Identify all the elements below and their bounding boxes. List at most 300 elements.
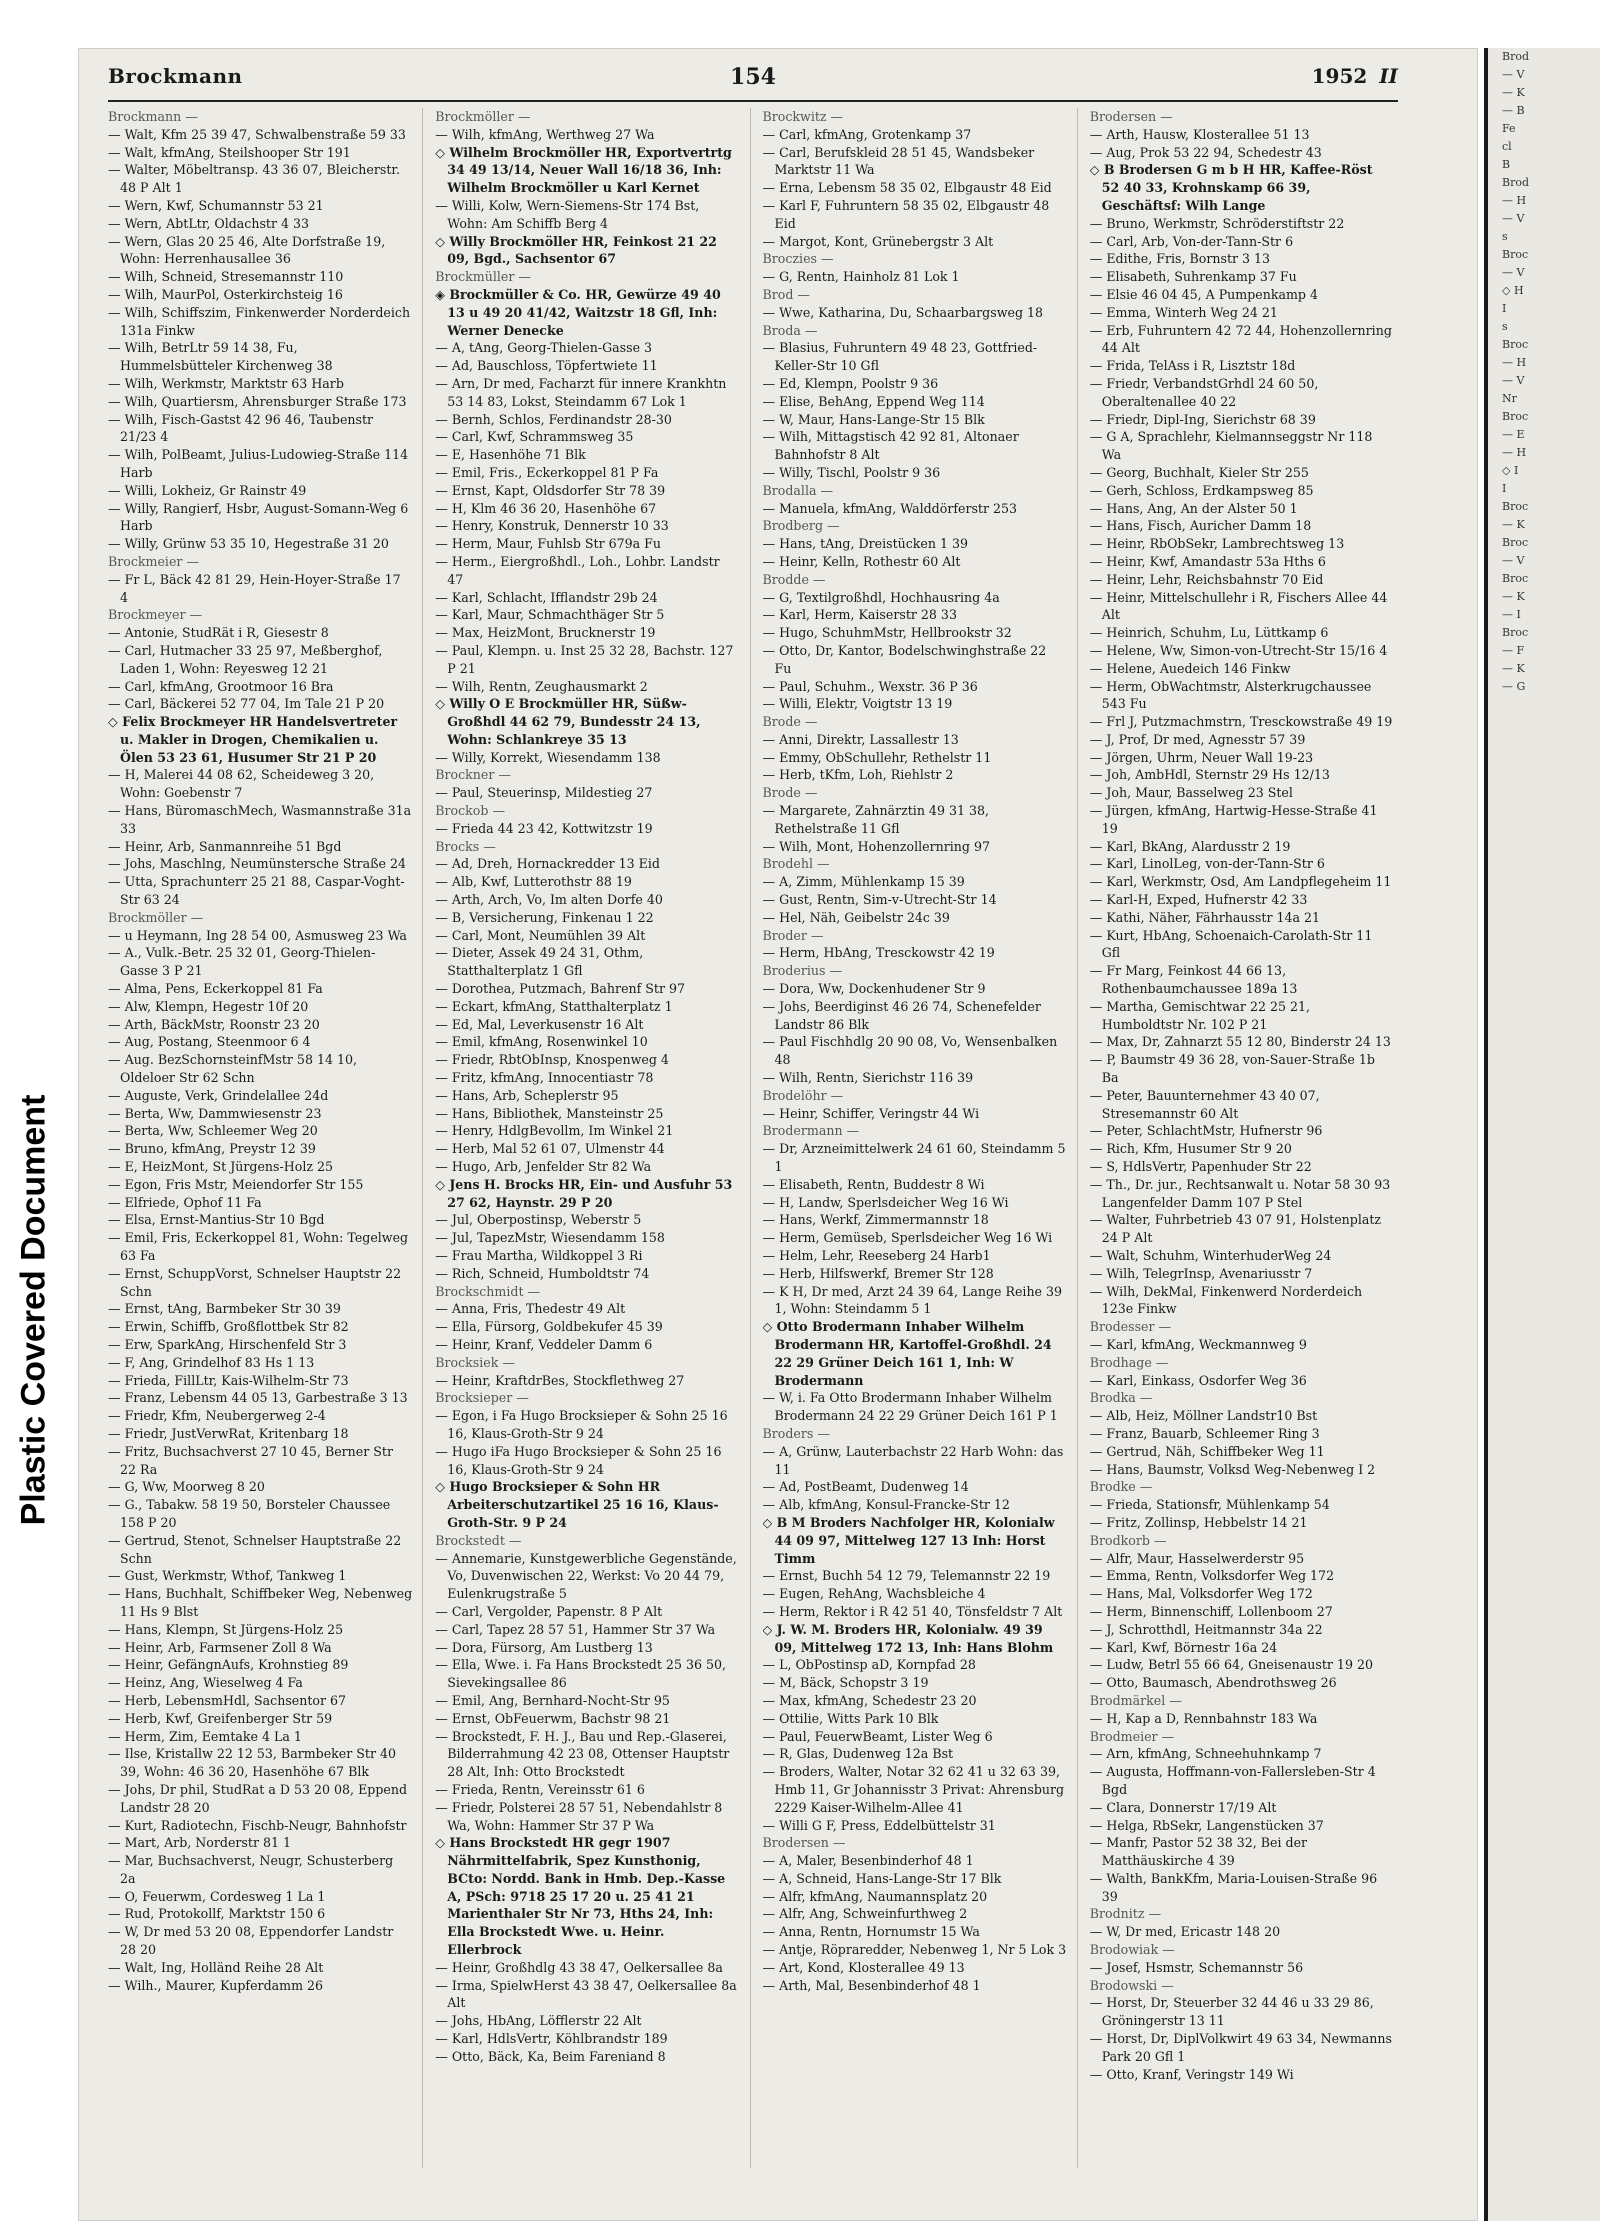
surname-heading: Brodelöhr —: [762, 1087, 844, 1103]
surname-heading: Brodberg —: [762, 518, 840, 534]
directory-entry: — Carl, kfmAng, Grotenkamp 37: [762, 126, 972, 142]
directory-entry: — Karl, Einkass, Osdorfer Weg 36: [1089, 1372, 1307, 1388]
directory-entry: — Ella, Fürsorg, Goldbekufer 45 39: [435, 1319, 663, 1335]
directory-entry: — Blasius, Fuhruntern 49 48 23, Gottfried-Keller-Str 10 Gfl: [762, 340, 1038, 374]
directory-entry: — Emil, kfmAng, Rosenwinkel 10: [435, 1034, 648, 1050]
directory-entry: — Herm, Rektor i R 42 51 40, Tönsfeldstr 7 Alt: [762, 1603, 1063, 1619]
directory-entry: — Walth, BankKfm, Maria-Louisen-Straße 96 39: [1089, 1870, 1378, 1904]
header-name-range: Brockmann: [108, 64, 243, 88]
directory-entry: — Jürgen, kfmAng, Hartwig-Hesse-Straße 41 19: [1089, 803, 1378, 836]
surname-heading: Brod —: [762, 286, 811, 302]
directory-entry: — Otto, Dr, Kantor, Bodelschwinghstraße 22 Fu: [762, 642, 1047, 676]
adjacent-page-fragment: Broc: [1502, 410, 1529, 423]
column-2: [435, 108, 750, 2168]
directory-entry: — Wilh, Quartiersm, Ahrensburger Straße 173: [108, 393, 407, 409]
directory-entry: — Karl, Werkmstr, Osd, Am Landpflegeheim 11: [1089, 874, 1392, 890]
directory-entry: — Augusta, Hoffmann-von-Fallersleben-Str 4 Bgd: [1089, 1764, 1376, 1797]
adjacent-page-fragment: — E: [1502, 428, 1525, 441]
surname-heading: Brockschmidt —: [435, 1283, 541, 1299]
directory-entry: — Berta, Ww, Dammwiesenstr 23: [108, 1105, 322, 1121]
directory-entry: — Willi, Kolw, Wern-Siemens-Str 174 Bst, Wohn: Am Schiffb Berg 4: [435, 197, 700, 231]
directory-entry: — Ed, Mal, Leverkusenstr 16 Alt: [435, 1016, 644, 1032]
directory-entry: — Margot, Kont, Grünebergstr 3 Alt: [762, 233, 994, 249]
directory-entry: — Dorothea, Putzmach, Bahrenf Str 97: [435, 981, 686, 997]
directory-entry: — Ad, Dreh, Hornackredder 13 Eid: [435, 856, 660, 872]
directory-entry: — Karl, Maur, Schmachthäger Str 5: [435, 607, 665, 623]
surname-heading: Brodowski —: [1089, 1977, 1174, 1993]
directory-entry: — Aug, Postang, Steenmoor 6 4: [108, 1034, 311, 1050]
directory-entry: — Fritz, Zollinsp, Hebbelstr 14 21: [1089, 1514, 1308, 1530]
directory-entry: — Herb, Mal 52 61 07, Ulmenstr 44: [435, 1141, 665, 1157]
directory-entry: — Dr, Arzneimittelwerk 24 61 60, Steindamm 5 1: [762, 1141, 1066, 1175]
directory-entry: — Ernst, Kapt, Oldsdorfer Str 78 39: [435, 482, 666, 498]
directory-entry: — Alfr, kfmAng, Naumannsplatz 20: [762, 1888, 988, 1904]
directory-entry: — Wern, AbtLtr, Oldachstr 4 33: [108, 215, 310, 231]
adjacent-page-fragment: cl: [1502, 140, 1512, 153]
directory-entry: — Ottilie, Witts Park 10 Blk: [762, 1710, 939, 1726]
directory-entry: — Peter, SchlachtMstr, Hufnerstr 96: [1089, 1123, 1323, 1139]
directory-entry: ◇ B Brodersen G m b H HR, Kaffee-Röst 52 40 33, Krohnskamp 66 39, Geschäftsf: Wilh Lange: [1089, 162, 1373, 213]
directory-entry: — Emmy, ObSchullehr, Rethelstr 11: [762, 749, 992, 765]
directory-entry: — Gust, Rentn, Sim-v-Utrecht-Str 14: [762, 892, 997, 908]
directory-entry: — Paul, FeuerwBeamt, Lister Weg 6: [762, 1728, 993, 1744]
column-1: [108, 108, 423, 2168]
directory-entry: — A, Maler, Besenbinderhof 48 1: [762, 1853, 974, 1869]
directory-entry: ◈ Brockmüller & Co. HR, Gewürze 49 40 13 u 49 20 41/42, Waitzstr 18 Gfl, Inh: Werner Denecke: [435, 286, 721, 338]
directory-entry: — Alma, Pens, Eckerkoppel 81 Fa: [108, 981, 323, 997]
surname-heading: Brockmöller —: [435, 109, 531, 124]
directory-entry: — Johs, HbAng, Löfflerstr 22 Alt: [435, 2013, 642, 2029]
directory-entry: ◇ Hugo Brocksieper & Sohn HR Arbeiterschutzartikel 25 16 16, Klaus-Groth-Str. 9 P 24: [435, 1479, 719, 1530]
directory-entry: — Herm., Eiergroßhdl., Loh., Lohbr. Landstr 47: [435, 553, 720, 587]
directory-entry: — Rich, Schneid, Humboldtstr 74: [435, 1265, 650, 1281]
directory-entry: — Helene, Auedeich 146 Finkw: [1089, 660, 1291, 676]
directory-entry: — Hans, Ang, An der Alster 50 1: [1089, 500, 1298, 516]
directory-entry: — Paul, Steuerinsp, Mildestieg 27: [435, 785, 653, 801]
directory-entry: — Hans, tAng, Dreistücken 1 39: [762, 536, 969, 552]
directory-entry: — Utta, Sprachunterr 25 21 88, Caspar-Voght-Str 63 24: [108, 874, 405, 908]
directory-entry: — Wilh, PolBeamt, Julius-Ludowieg-Straße 114 Harb: [108, 447, 409, 480]
directory-entry: — Fr L, Bäck 42 81 29, Hein-Hoyer-Straße 17 4: [108, 571, 401, 605]
directory-entry: — Franz, Lebensm 44 05 13, Garbestraße 3 13: [108, 1390, 408, 1406]
surname-heading: Brodalla —: [762, 482, 834, 498]
directory-entry: — K H, Dr med, Arzt 24 39 64, Lange Reihe 39 1, Wohn: Steindamm 5 1: [762, 1283, 1063, 1317]
surname-heading: Brockstedt —: [435, 1532, 522, 1548]
surname-heading: Brockmüller —: [435, 269, 531, 285]
directory-entry: — Bruno, Werkmstr, Schröderstiftstr 22: [1089, 215, 1345, 231]
directory-entry: — Heinr, KraftdrBes, Stockflethweg 27: [435, 1372, 685, 1388]
directory-entry: — Horst, Dr, DiplVolkwirt 49 63 34, Newmanns Park 20 Gfl 1: [1089, 2031, 1392, 2064]
directory-entry: — Frieda, FillLtr, Kais-Wilhelm-Str 73: [108, 1372, 349, 1388]
directory-entry: — u Heymann, Ing 28 54 00, Asmusweg 23 Wa: [108, 927, 407, 943]
directory-entry: — Rich, Kfm, Husumer Str 9 20: [1089, 1141, 1292, 1157]
directory-entry: — Hans, Arb, Scheplerstr 95: [435, 1087, 619, 1103]
directory-entry: — Willi, Lokheiz, Gr Rainstr 49: [108, 482, 307, 498]
directory-entry: — Eugen, RehAng, Wachsbleiche 4: [762, 1586, 986, 1602]
directory-entry: — Clara, Donnerstr 17/19 Alt: [1089, 1799, 1277, 1815]
directory-entry: — Jul, TapezMstr, Wiesendamm 158: [435, 1230, 665, 1246]
directory-entry: — Ernst, SchuppVorst, Schnelser Hauptstr 22 Schn: [108, 1265, 402, 1299]
directory-entry: — Otto, Kranf, Veringstr 149 Wi: [1089, 2066, 1294, 2082]
directory-entry: — Max, Dr, Zahnarzt 55 12 80, Binderstr 24 13: [1089, 1034, 1391, 1050]
directory-entry: — Heinr, Mittelschullehr i R, Fischers Allee 44 Alt: [1089, 589, 1388, 623]
directory-entry: — M, Bäck, Schopstr 3 19: [762, 1675, 929, 1691]
adjacent-page-fragment: — V: [1502, 212, 1525, 225]
directory-entry: — Eckart, kfmAng, Statthalterplatz 1: [435, 998, 673, 1014]
directory-entry: — H, Malerei 44 08 62, Scheideweg 3 20, Wohn: Goebenstr 7: [108, 767, 375, 801]
directory-entry: — A, Grünw, Lauterbachstr 22 Harb Wohn: das 11: [762, 1443, 1064, 1477]
directory-entry: — Arn, kfmAng, Schneehuhnkamp 7: [1089, 1746, 1322, 1762]
adjacent-page-fragment: Fe: [1502, 122, 1516, 135]
directory-entry: — Gerh, Schloss, Erdkampsweg 85: [1089, 482, 1314, 498]
surname-heading: Brockmeier —: [108, 553, 200, 569]
adjacent-page-fragment: Broc: [1502, 338, 1529, 351]
directory-entry: — Ella, Wwe. i. Fa Hans Brockstedt 25 36 50, Sievekingsallee 86: [435, 1657, 727, 1691]
year: 1952: [1311, 64, 1368, 88]
directory-entry: — Arn, Dr med, Facharzt für innere Krankhtn 53 14 83, Lokst, Steindamm 67 Lok 1: [435, 375, 727, 409]
directory-entry: — Aug. BezSchornsteinfMstr 58 14 10, Oldeloer Str 62 Schn: [108, 1052, 358, 1086]
directory-entry: — Fr Marg, Feinkost 44 66 13, Rothenbaumchaussee 189a 13: [1089, 963, 1298, 997]
directory-entry: — Helene, Ww, Simon-von-Utrecht-Str 15/16 4: [1089, 642, 1388, 658]
directory-entry: — Friedr, JustVerwRat, Kritenbarg 18: [108, 1425, 349, 1441]
directory-entry: — Antje, Röpraredder, Nebenweg 1, Nr 5 Lok 3: [762, 1942, 1067, 1958]
directory-entry: — Alfr, Ang, Schweinfurthweg 2: [762, 1906, 968, 1922]
adjacent-page-fragment: Brod: [1502, 50, 1530, 63]
directory-entry: — Wilh, MaurPol, Osterkirchsteig 16: [108, 286, 343, 302]
directory-entry: — Elsa, Ernst-Mantius-Str 10 Bgd: [108, 1212, 325, 1228]
directory-entry: — Carl, Bäckerei 52 77 04, Im Tale 21 P 20: [108, 696, 385, 712]
directory-entry: — O, Feuerwm, Cordesweg 1 La 1: [108, 1888, 326, 1904]
adjacent-page-fragment: — K: [1502, 518, 1525, 531]
directory-entry: — Herb, LebensmHdl, Sachsentor 67: [108, 1692, 347, 1708]
directory-entry: — Alw, Klempn, Hegestr 10f 20: [108, 998, 309, 1014]
directory-entry: — Heinr, Arb, Farmsener Zoll 8 Wa: [108, 1639, 332, 1655]
directory-entry: — R, Glas, Dudenweg 12a Bst: [762, 1746, 954, 1762]
directory-entry: — Karl, kfmAng, Weckmannweg 9: [1089, 1336, 1307, 1352]
surname-heading: Broder —: [762, 927, 824, 943]
directory-entry: — Carl, Mont, Neumühlen 39 Alt: [435, 927, 646, 943]
directory-entry: — H, Kap a D, Rennbahnstr 183 Wa: [1089, 1710, 1318, 1726]
directory-entry: — Hans, Baumstr, Volksd Weg-Nebenweg I 2: [1089, 1461, 1376, 1477]
adjacent-page-fragment: — H: [1502, 446, 1527, 459]
directory-entry: — W, Dr med, Ericastr 148 20: [1089, 1924, 1281, 1940]
directory-entry: — Kurt, Radiotechn, Fischb-Neugr, Bahnhofstr: [108, 1817, 407, 1833]
directory-entry: — Manfr, Pastor 52 38 32, Bei der Matthäuskirche 4 39: [1089, 1835, 1308, 1869]
directory-entry: — A., Vulk.-Betr. 25 32 01, Georg-Thielen-Gasse 3 P 21: [108, 945, 376, 979]
directory-entry: — Elisabeth, Suhrenkamp 37 Fu: [1089, 269, 1297, 285]
directory-entry: — Hans, Bibliothek, Mansteinstr 25: [435, 1105, 664, 1121]
directory-entry: — Carl, Hutmacher 33 25 97, Meßberghof, Laden 1, Wohn: Reyesweg 12 21: [108, 642, 383, 676]
directory-entry: — Erwin, Schiffb, Großflottbek Str 82: [108, 1319, 349, 1335]
directory-entry: — Emma, Winterh Weg 24 21: [1089, 304, 1278, 320]
directory-entry: — Kurt, HbAng, Schoenaich-Carolath-Str 11 Gfl: [1089, 927, 1373, 961]
directory-entry: ◇ Jens H. Brocks HR, Ein- und Ausfuhr 53 27 62, Haynstr. 29 P 20: [435, 1176, 733, 1210]
directory-entry: — Alfr, Maur, Hasselwerderstr 95: [1089, 1550, 1305, 1566]
directory-entry: — Egon, Fris Mstr, Meiendorfer Str 155: [108, 1176, 364, 1192]
directory-entry: — Walter, Möbeltransp. 43 36 07, Bleicherstr. 48 P Alt 1: [108, 162, 401, 196]
directory-entry: — Carl, Arb, Von-der-Tann-Str 6: [1089, 233, 1294, 249]
directory-entry: — P, Baumstr 49 36 28, von-Sauer-Straße 1b Ba: [1089, 1052, 1375, 1086]
directory-entry: — Friedr, Kfm, Neubergerweg 2-4: [108, 1408, 326, 1424]
directory-entry: — H, Landw, Sperlsdeicher Weg 16 Wi: [762, 1194, 1009, 1210]
surname-heading: Brockmann —: [108, 109, 198, 124]
directory-entry: ◇ Willy Brockmöller HR, Feinkost 21 22 09, Bgd., Sachsentor 67: [435, 233, 717, 267]
directory-entry: — Karl, Kwf, Börnestr 16a 24: [1089, 1639, 1278, 1655]
directory-entry: — Carl, Tapez 28 57 51, Hammer Str 37 Wa: [435, 1621, 716, 1637]
directory-entry: — Hugo, SchuhmMstr, Hellbrookstr 32: [762, 625, 1012, 641]
directory-entry: — Josef, Hsmstr, Schemannstr 56: [1089, 1959, 1304, 1975]
directory-entry: — Th., Dr. jur., Rechtsanwalt u. Notar 58 30 93 Langenfelder Damm 107 P Stel: [1089, 1176, 1391, 1210]
directory-entry: — Herb, Hilfswerkf, Bremer Str 128: [762, 1265, 994, 1281]
directory-entry: — Walt, Schuhm, WinterhuderWeg 24: [1089, 1248, 1332, 1263]
surname-heading: Brodowiak —: [1089, 1942, 1175, 1958]
header-rule: [108, 100, 1398, 102]
directory-entry: — Ludw, Betrl 55 66 64, Gneisenaustr 19 20: [1089, 1657, 1373, 1673]
directory-entry: — Irma, SpielwHerst 43 38 47, Oelkersallee 8a Alt: [435, 1977, 737, 2011]
surname-heading: Brockner —: [435, 767, 511, 783]
surname-heading: Brocks —: [435, 838, 496, 854]
directory-entry: — Heinr, Schiffer, Veringstr 44 Wi: [762, 1105, 980, 1121]
directory-entry: — Elsie 46 04 45, A Pumpenkamp 4: [1089, 286, 1319, 302]
directory-entry: — Franz, Bauarb, Schleemer Ring 3: [1089, 1425, 1320, 1441]
adjacent-page-fragment: — F: [1502, 644, 1525, 657]
directory-entry: — Henry, HdlgBevollm, Im Winkel 21: [435, 1123, 674, 1139]
directory-entry: — W, Dr med 53 20 08, Eppendorfer Landstr 28 20: [108, 1924, 394, 1958]
adjacent-page-fragment: — K: [1502, 86, 1525, 99]
directory-entry: — Elise, BehAng, Eppend Weg 114: [762, 393, 985, 409]
directory-entry: — Wilh, Schneid, Stresemannstr 110: [108, 269, 344, 285]
directory-entry: — Heinr, Kranf, Veddeler Damm 6: [435, 1336, 653, 1352]
surname-heading: Brocksiek —: [435, 1354, 515, 1370]
directory-entry: — Heinr, Großhdlg 43 38 47, Oelkersallee 8a: [435, 1959, 723, 1975]
adjacent-page-fragment: — V: [1502, 374, 1525, 387]
directory-entry: — Hans, Fisch, Auricher Damm 18: [1089, 518, 1312, 534]
directory-entry: — Heinrich, Schuhm, Lu, Lüttkamp 6: [1089, 625, 1329, 641]
directory-entry: — E, HeizMont, St Jürgens-Holz 25: [108, 1159, 334, 1175]
directory-entry: — Arth, Arch, Vo, Im alten Dorfe 40: [435, 892, 663, 908]
directory-entry: — W, i. Fa Otto Brodermann Inhaber Wilhelm Brodermann 24 22 29 Grüner Deich 161 P 1: [762, 1390, 1058, 1424]
surname-heading: Brockob —: [435, 803, 506, 819]
surname-heading: Brodke —: [1089, 1479, 1153, 1495]
directory-entry: — Annemarie, Kunstgewerbliche Gegenstände, Vo, Duvenwischen 22, Werkst: Vo 20 44 79, Eulenkrugstraße 5: [435, 1550, 737, 1602]
surname-heading: Brockwitz —: [762, 109, 844, 124]
directory-entry: — Wilh, TelegrInsp, Avenariusstr 7: [1089, 1265, 1313, 1281]
directory-entry: — Gertrud, Stenot, Schnelser Hauptstraße 22 Schn: [108, 1532, 402, 1566]
side-label: [4, 980, 64, 1640]
directory-entry: — Emil, Ang, Bernhard-Nocht-Str 95: [435, 1692, 670, 1708]
adjacent-page-fragment: ◇ I: [1502, 464, 1519, 477]
directory-entry: — Emma, Rentn, Volksdorfer Weg 172: [1089, 1568, 1335, 1584]
directory-entry: — B, Versicherung, Finkenau 1 22: [435, 909, 654, 925]
directory-entry: — Antonie, StudRät i R, Giesestr 8: [108, 625, 329, 641]
directory-entry: — Max, kfmAng, Schedestr 23 20: [762, 1692, 977, 1708]
directory-entry: — Wwe, Katharina, Du, Schaarbargsweg 18: [762, 304, 1044, 320]
adjacent-page-fragment: Brod: [1502, 176, 1530, 189]
surname-heading: Brockmöller —: [108, 909, 204, 925]
surname-heading: Brodmeier —: [1089, 1728, 1175, 1744]
directory-entry: — G, Textilgroßhdl, Hochhausring 4a: [762, 589, 1000, 605]
directory-entry: — Frieda 44 23 42, Kottwitzstr 19: [435, 820, 653, 836]
directory-entry: — Joh, Maur, Basselweg 23 Stel: [1089, 785, 1293, 801]
directory-entry: — Wilh, Schiffszim, Finkenwerder Norderdeich 131a Finkw: [108, 304, 411, 338]
directory-entry: — Karl F, Fuhruntern 58 35 02, Elbgaustr 48 Eid: [762, 197, 1050, 231]
adjacent-page-fragment: Broc: [1502, 626, 1529, 639]
surname-heading: Broderius —: [762, 963, 843, 979]
directory-entry: — Emil, Fris, Eckerkoppel 81, Wohn: Tegelweg 63 Fa: [108, 1230, 409, 1263]
directory-entry: — Friedr, VerbandstGrhdl 24 60 50, Oberaltenallee 40 22: [1089, 375, 1319, 409]
adjacent-page-fragment: — G: [1502, 680, 1526, 693]
directory-entry: — Paul Fischhdlg 20 90 08, Vo, Wensenbalken 48: [762, 1034, 1058, 1068]
directory-entry: — Max, HeizMont, Brucknerstr 19: [435, 625, 656, 641]
directory-entry: — Karl, Herm, Kaiserstr 28 33: [762, 607, 957, 623]
directory-entry: — Hans, Buchhalt, Schiffbeker Weg, Nebenweg 11 Hs 9 Blst: [108, 1586, 413, 1619]
directory-entry: — Ad, Bauschloss, Töpfertwiete 11: [435, 358, 658, 374]
directory-entry: — Frl J, Putzmachmstrn, Tresckowstraße 49 19: [1089, 714, 1393, 730]
directory-entry: — Erna, Lebensm 58 35 02, Elbgaustr 48 Eid: [762, 180, 1052, 196]
directory-entry: — W, Maur, Hans-Lange-Str 15 Blk: [762, 411, 985, 427]
directory-entry: — Anna, Rentn, Hornumstr 15 Wa: [762, 1924, 980, 1940]
directory-entry: — Horst, Dr, Steuerber 32 44 46 u 33 29 86, Gröningerstr 13 11: [1089, 1995, 1374, 2029]
side-label-text: Plastic Covered Document: [14, 1094, 53, 1526]
directory-entry: — Wilh, Rentn, Sierichstr 116 39: [762, 1070, 974, 1086]
directory-entry: — Carl, Vergolder, Papenstr. 8 P Alt: [435, 1603, 663, 1619]
directory-entry: ◇ B M Broders Nachfolger HR, Kolonialw 44 09 97, Mittelweg 127 13 Inh: Horst Timm: [762, 1514, 1055, 1566]
adjacent-page-fragment: — V: [1502, 266, 1525, 279]
directory-entry: — Otto, Baumasch, Abendrothsweg 26: [1089, 1675, 1337, 1691]
directory-entry: — Wilh, Fisch-Gastst 42 96 46, Taubenstr 21/23 4: [108, 411, 374, 445]
directory-entry: — Karl, LinolLeg, von-der-Tann-Str 6: [1089, 856, 1325, 872]
surname-heading: Brodkorb —: [1089, 1532, 1167, 1548]
directory-entry: — Karl, BkAng, Alardusstr 2 19: [1089, 838, 1291, 854]
directory-entry: — Alb, Kwf, Lutterothstr 88 19: [435, 874, 632, 890]
header-year: [1312, 64, 1398, 88]
directory-entry: — Gust, Werkmstr, Wthof, Tankweg 1: [108, 1568, 347, 1584]
directory-entry: — Henry, Konstruk, Dennerstr 10 33: [435, 518, 669, 534]
directory-entry: — A, Zimm, Mühlenkamp 15 39: [762, 874, 965, 890]
directory-entry: — Herm, Gemüseb, Sperlsdeicher Weg 16 Wi: [762, 1230, 1053, 1246]
directory-entry: — Hans, Werkf, Zimmermannstr 18: [762, 1212, 989, 1228]
surname-heading: Brodka —: [1089, 1390, 1153, 1406]
directory-entry: — Herm, Maur, Fuhlsb Str 679a Fu: [435, 536, 662, 552]
directory-entry: — Willi, Elektr, Voigtstr 13 19: [762, 696, 953, 712]
directory-entry: — Herm, Binnenschiff, Lollenboom 27: [1089, 1603, 1333, 1619]
directory-entry: — Alb, kfmAng, Konsul-Francke-Str 12: [762, 1497, 1010, 1513]
surname-heading: Brodesser —: [1089, 1319, 1172, 1335]
directory-entry: — J, Prof, Dr med, Agnesstr 57 39: [1089, 731, 1306, 747]
page-number: 154: [730, 64, 776, 90]
adjacent-page-fragment: s: [1502, 320, 1508, 333]
directory-entry: — A, Schneid, Hans-Lange-Str 17 Blk: [762, 1870, 1002, 1886]
directory-entry: — Johs, Maschlng, Neumünstersche Straße 24: [108, 856, 406, 872]
directory-entry: — Karl, HdlsVertr, Köhlbrandstr 189: [435, 2031, 668, 2047]
directory-entry: — Walt, kfmAng, Steilshooper Str 191: [108, 144, 351, 160]
directory-entry: — Hugo iFa Hugo Brocksieper & Sohn 25 16 16, Klaus-Groth-Str 9 24: [435, 1443, 722, 1477]
directory-entry: — Jul, Oberpostinsp, Weberstr 5: [435, 1212, 642, 1228]
directory-entry: — Erb, Fuhruntern 42 72 44, Hohenzollernring 44 Alt: [1089, 322, 1392, 356]
adjacent-page-fragment: — K: [1502, 662, 1525, 675]
directory-entry: ◇ Wilhelm Brockmöller HR, Exportvertrtg 34 49 13/14, Neuer Wall 16/18 36, Inh: Wilhelm Brockmöller u Karl Kernet: [435, 144, 732, 196]
surname-heading: Brodersen —: [762, 1835, 846, 1851]
directory-entry: — Ed, Klempn, Poolstr 9 36: [762, 375, 939, 391]
surname-heading: Brodnitz —: [1089, 1906, 1162, 1922]
directory-entry: — Margarete, Zahnärztin 49 31 38, Rethelstraße 11 Gfl: [762, 803, 990, 836]
directory-entry: — Erw, SparkAng, Hirschenfeld Str 3: [108, 1336, 347, 1352]
adjacent-page-edge: [1484, 48, 1600, 2221]
directory-entry: — Hans, Klempn, St Jürgens-Holz 25: [108, 1621, 344, 1637]
directory-entry: — Edithe, Fris, Bornstr 3 13: [1089, 251, 1271, 267]
adjacent-page-fragment: — I: [1502, 608, 1521, 621]
directory-entry: — Auguste, Verk, Grindelallee 24d: [108, 1087, 329, 1103]
directory-entry: — Otto, Bäck, Ka, Beim Fareniand 8: [435, 2048, 666, 2064]
adjacent-page-fragment: Broc: [1502, 572, 1529, 585]
directory-entry: — Aug, Prok 53 22 94, Schedestr 43: [1089, 144, 1322, 160]
directory-entry: ◇ Otto Brodermann Inhaber Wilhelm Brodermann HR, Kartoffel-Großhdl. 24 22 29 Grüner Deich 161 1, Inh: W Brodermann: [762, 1319, 1052, 1388]
directory-entry: — Herb, tKfm, Loh, Riehlstr 2: [762, 767, 954, 783]
directory-entry: — Wilh, Rentn, Zeughausmarkt 2: [435, 678, 648, 694]
adjacent-page-fragment: s: [1502, 230, 1508, 243]
directory-entry: ◇ Felix Brockmeyer HR Handelsvertreter u. Makler in Drogen, Chemikalien u. Ölen 53 23 61, Husumer Str 21 P 20: [108, 714, 398, 765]
directory-entry: — Kathi, Näher, Fährhausstr 14a 21: [1089, 909, 1321, 925]
adjacent-page-fragment: — V: [1502, 68, 1525, 81]
surname-heading: Brodersen —: [1089, 109, 1173, 124]
surname-heading: Brode —: [762, 714, 818, 730]
directory-entry: — Heinr, RbObSekr, Lambrechtsweg 13: [1089, 536, 1345, 552]
directory-entry: — Bruno, kfmAng, Preystr 12 39: [108, 1141, 316, 1157]
directory-entry: — Helm, Lehr, Reeseberg 24 Harb1: [762, 1248, 991, 1263]
column-3: [763, 108, 1078, 2168]
directory-entry: — Wilh, BetrLtr 59 14 38, Fu, Hummelsbütteler Kirchenweg 38: [108, 340, 333, 374]
surname-heading: Broders —: [762, 1425, 830, 1441]
directory-entry: — Mar, Buchsachverst, Neugr, Schusterberg 2a: [108, 1853, 394, 1886]
directory-entry: — Alb, Heiz, Möllner Landstr10 Bst: [1089, 1408, 1318, 1424]
directory-entry: — Ernst, ObFeuerwm, Bachstr 98 21: [435, 1710, 671, 1726]
directory-entry: — Paul, Klempn. u. Inst 25 32 28, Bachstr. 127 P 21: [435, 642, 734, 676]
adjacent-page-fragment: — H: [1502, 194, 1527, 207]
surname-heading: Brodermann —: [762, 1123, 860, 1139]
adjacent-page-fragment: I: [1502, 302, 1507, 315]
directory-entry: — Heinr, Kelln, Rothestr 60 Alt: [762, 553, 961, 569]
directory-entry: — Carl, Berufskleid 28 51 45, Wandsbeker Marktstr 11 Wa: [762, 144, 1035, 178]
directory-entry: — Peter, Bauunternehmer 43 40 07, Stresemannstr 60 Alt: [1089, 1087, 1320, 1121]
directory-entry: — Carl, kfmAng, Grootmoor 16 Bra: [108, 678, 334, 694]
directory-entry: — Friedr, RbtObInsp, Knospenweg 4: [435, 1052, 669, 1068]
directory-entry: — Fritz, Buchsachverst 27 10 45, Berner Str 22 Ra: [108, 1443, 393, 1477]
directory-entry: — Wern, Glas 20 25 46, Alte Dorfstraße 19, Wohn: Herrenhausallee 36: [108, 233, 386, 267]
directory-entry: — Ernst, Buchh 54 12 79, Telemannstr 22 19: [762, 1568, 1051, 1584]
directory-entry: — Frau Martha, Wildkoppel 3 Ri: [435, 1248, 643, 1263]
directory-entry: — Gertrud, Näh, Schiffbeker Weg 11: [1089, 1443, 1325, 1459]
column-4: [1090, 108, 1398, 2168]
surname-heading: Broda —: [762, 322, 818, 338]
directory-entry: — Heinr, GefängnAufs, Krohnstieg 89: [108, 1657, 349, 1673]
adjacent-page-fragment: Nr: [1502, 392, 1517, 405]
directory-entry: — Fritz, kfmAng, Innocentiastr 78: [435, 1070, 654, 1086]
directory-entry: — Willi G F, Press, Eddelbüttelstr 31: [762, 1817, 996, 1833]
directory-entry: — Egon, i Fa Hugo Brocksieper & Sohn 25 16 16, Klaus-Groth-Str 9 24: [435, 1408, 728, 1441]
directory-entry: — Rud, Protokollf, Marktstr 150 6: [108, 1906, 326, 1922]
directory-entry: — Broders, Walter, Notar 32 62 41 u 32 63 39, Hmb 11, Gr Johannisstr 3 Privat: Ahrensburg 2229 Kaiser-Wilhelm-Allee 41: [762, 1764, 1065, 1815]
directory-entry: — Hel, Näh, Geibelstr 24c 39: [762, 909, 950, 925]
surname-heading: Brocksieper —: [435, 1390, 529, 1406]
directory-entry: — H, Klm 46 36 20, Hasenhöhe 67: [435, 500, 657, 516]
directory-entry: — Paul, Schuhm., Wexstr. 36 P 36: [762, 678, 978, 694]
directory-entry: — Arth, Hausw, Klosterallee 51 13: [1089, 126, 1310, 142]
directory-entry: ◇ Hans Brockstedt HR gegr 1907 Nährmittelfabrik, Spez Kunsthonig, BCto: Nordd. Bank in Hmb. Dep.-Kasse A, PSch: 9718 25 17 20 u. 25 41 21 Marienthaler Str Nr 73, Hths 24, Inh: Ella Brockstedt Wwe. u. Heinr. Ellerbrock: [435, 1835, 726, 1958]
adjacent-page-fragment: Broc: [1502, 248, 1529, 261]
directory-entry: — L, ObPostinsp aD, Kornpfad 28: [762, 1657, 976, 1673]
directory-entry: — Heinr, Arb, Sanmannreihe 51 Bgd: [108, 838, 342, 854]
adjacent-page-fragment: — V: [1502, 554, 1525, 567]
